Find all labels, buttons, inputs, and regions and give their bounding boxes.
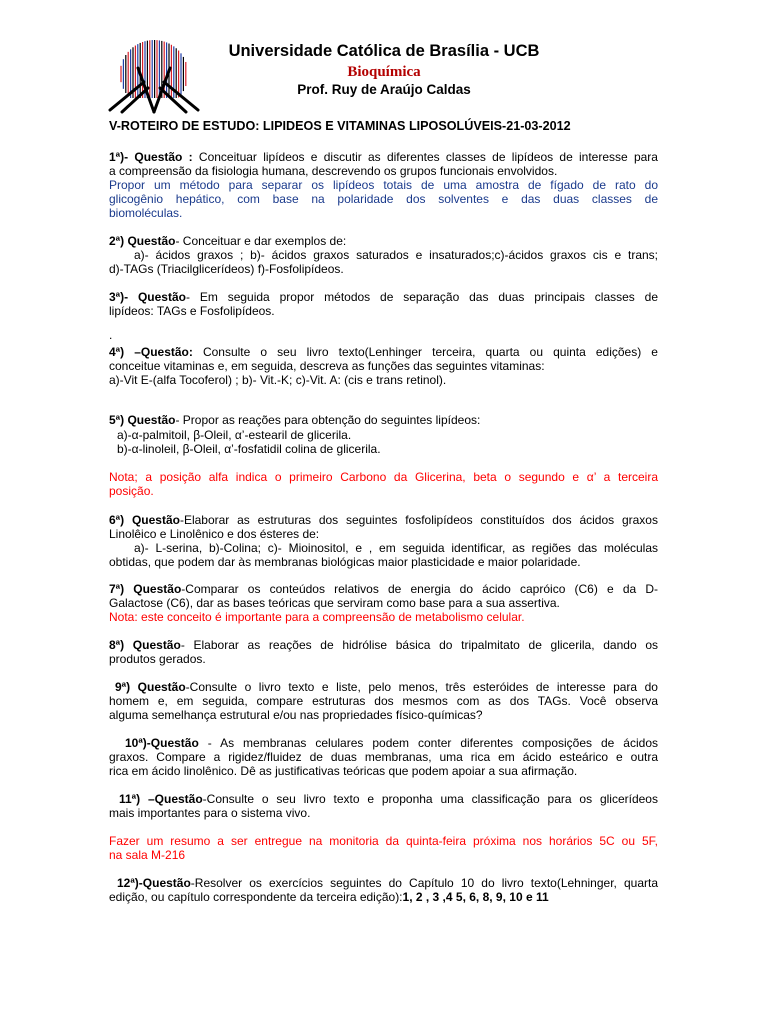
question-7-label: 7ª) Questão xyxy=(109,582,182,596)
question-5-note-line2: posição. xyxy=(109,484,154,498)
question-4-line1: 4ª) –Questão: Consulte o seu livro texto(Lenhinger terceira, quarta ou quinta edições) e xyxy=(109,345,658,359)
question-8-line1: 8ª) Questão- Elaborar as reações de hidrólise básica do tripalmitato de glicerila, dando os xyxy=(109,638,658,652)
question-11-note-line2: na sala M-216 xyxy=(109,848,186,862)
question-6-line4: obtidas, que podem dar às membranas biológicas maior plasticidade e maior polaridade. xyxy=(109,555,581,569)
question-12-label: 12ª)-Questão xyxy=(117,876,191,890)
question-6-line2: Linolêico e Linolênico e dos ésteres de: xyxy=(109,527,320,541)
question-2-line3: d)-TAGs (Triacilglicerídeos) f)-Fosfolipídeos. xyxy=(109,262,344,276)
question-2-label: 2ª) Questão xyxy=(109,234,176,248)
question-9-label: 9ª) Questão xyxy=(115,680,186,694)
question-5-line2: a)-α-palmitoil, β-Oleil, α’-estearil de glicerila. xyxy=(117,428,352,442)
question-1-line1: 1ª)- Questão : Conceituar lipídeos e discutir as diferentes classes de lipídeos de interesse para xyxy=(109,150,658,164)
document-title: V-ROTEIRO DE ESTUDO: LIPIDEOS E VITAMINAS LIPOSOLÚVEIS-21-03-2012 xyxy=(109,119,571,133)
question-1-blue-line3: biomoléculas. xyxy=(109,206,183,220)
course-name: Bioquímica xyxy=(347,64,421,80)
professor-name: Prof. Ruy de Araújo Caldas xyxy=(297,82,471,97)
question-10-label: 10ª)-Questão xyxy=(125,736,199,750)
question-1-blue-line1: Propor um método para separar os lipídeos totais de uma amostra de fígado de rato do xyxy=(109,178,658,192)
question-7-line2: Galactose (C6), dar as bases teóricas que serviram como base para a sua assertiva. xyxy=(109,596,560,610)
question-9-line3: alguma semelhança estrutural e/ou nas propriedades físico-químicas? xyxy=(109,708,483,722)
question-7-note: Nota: este conceito é importante para a compreensão de metabolismo celular. xyxy=(109,610,525,624)
question-11-line2: mais importantes para o sistema vivo. xyxy=(109,806,311,820)
question-2-line2: a)- ácidos graxos ; b)- ácidos graxos saturados e insaturados;c)-ácidos graxos cis e trans; xyxy=(134,248,658,262)
question-6-line3: a)- L-serina, b)-Colina; c)- Mioinositol, e , em seguida identificar, as regiões das moléculas xyxy=(134,541,658,555)
question-6-line1: 6ª) Questão-Elaborar as estruturas dos seguintes fosfolipídeos constituídos dos ácidos graxos xyxy=(109,513,658,527)
question-12-line2: edição, ou capítulo correspondente da terceira edição):1, 2 , 3 ,4 5, 6, 8, 9, 10 e 11 xyxy=(109,890,549,904)
stray-dot: . xyxy=(109,328,113,342)
question-11-label: 11ª) –Questão xyxy=(119,792,203,806)
question-9-line2: homem e, em seguida, compare estruturas dos mesmos com as dos TAGs. Você observa xyxy=(109,694,658,708)
question-7-line1: 7ª) Questão-Comparar os conteúdos relativos de energia do ácido capróico (C6) e da D- xyxy=(109,582,658,596)
question-8-label: 8ª) Questão xyxy=(109,638,181,652)
question-12-line1: 12ª)-Questão-Resolver os exercícios seguintes do Capítulo 10 do livro texto(Lehninger, quarta xyxy=(117,876,658,890)
question-3-label: 3ª)- Questão xyxy=(109,290,186,304)
question-4-label: 4ª) –Questão: xyxy=(109,345,193,359)
question-3-line2: lipídeos: TAGs e Fosfolipídeos. xyxy=(109,304,275,318)
question-2-line1: 2ª) Questão- Conceituar e dar exemplos de: xyxy=(109,234,347,248)
question-9-line1: 9ª) Questão-Consulte o livro texto e liste, pelo menos, três esteróides de interesse para do xyxy=(115,680,658,694)
question-10-line2: graxos. Compare a rigidez/fluidez de duas membranas, uma rica em ácido esteárico e outra xyxy=(109,750,658,764)
question-4-line2: conceitue vitaminas e, em seguida, descreva as funções das seguintes vitaminas: xyxy=(109,359,545,373)
question-5-note-line1: Nota; a posição alfa indica o primeiro Carbono da Glicerina, beta o segundo e α’ a terceira xyxy=(109,470,658,484)
question-4-line3: a)-Vit E-(alfa Tocoferol) ; b)- Vit.-K; c)-Vit. A: (cis e trans retinol). xyxy=(109,373,447,387)
question-6-label: 6ª) Questão xyxy=(109,513,180,527)
question-10-line1: 10ª)-Questão - As membranas celulares podem conter diferentes composições de ácidos xyxy=(125,736,658,750)
question-11-note-line1: Fazer um resumo a ser entregue na monitoria da quinta-feira próxima nos horários 5C ou 5F, xyxy=(109,834,658,848)
question-1-line2: a compreensão da fisiologia humana, descrevendo os grupos funcionais envolvidos. xyxy=(109,164,558,178)
question-3-line1: 3ª)- Questão- Em seguida propor métodos de separação das duas principais classes de xyxy=(109,290,658,304)
question-11-line1: 11ª) –Questão-Consulte o seu livro texto e proponha uma classificação para os glicerídeos xyxy=(119,792,658,806)
question-1-label: 1ª)- Questão : xyxy=(109,150,193,164)
university-name: Universidade Católica de Brasília - UCB xyxy=(228,42,540,60)
question-12-exercise-numbers: 1, 2 , 3 ,4 5, 6, 8, 9, 10 e 11 xyxy=(402,890,549,904)
question-5-line1: 5ª) Questão- Propor as reações para obtenção do seguintes lipídeos: xyxy=(109,413,481,427)
question-5-label: 5ª) Questão xyxy=(109,413,176,427)
question-10-line3: rica em ácido linolênico. Dê as justificativas teóricas que podem apoiar a sua afirmação. xyxy=(109,764,578,778)
question-1-blue-line2: glicogênio hepático, com base na polaridade dos solventes e das duas classes de xyxy=(109,192,658,206)
ucb-logo xyxy=(108,38,200,114)
question-8-line2: produtos gerados. xyxy=(109,652,206,666)
question-5-line3: b)-α-linoleil, β-Oleil, α’-fosfatidil colina de glicerila. xyxy=(117,442,381,456)
